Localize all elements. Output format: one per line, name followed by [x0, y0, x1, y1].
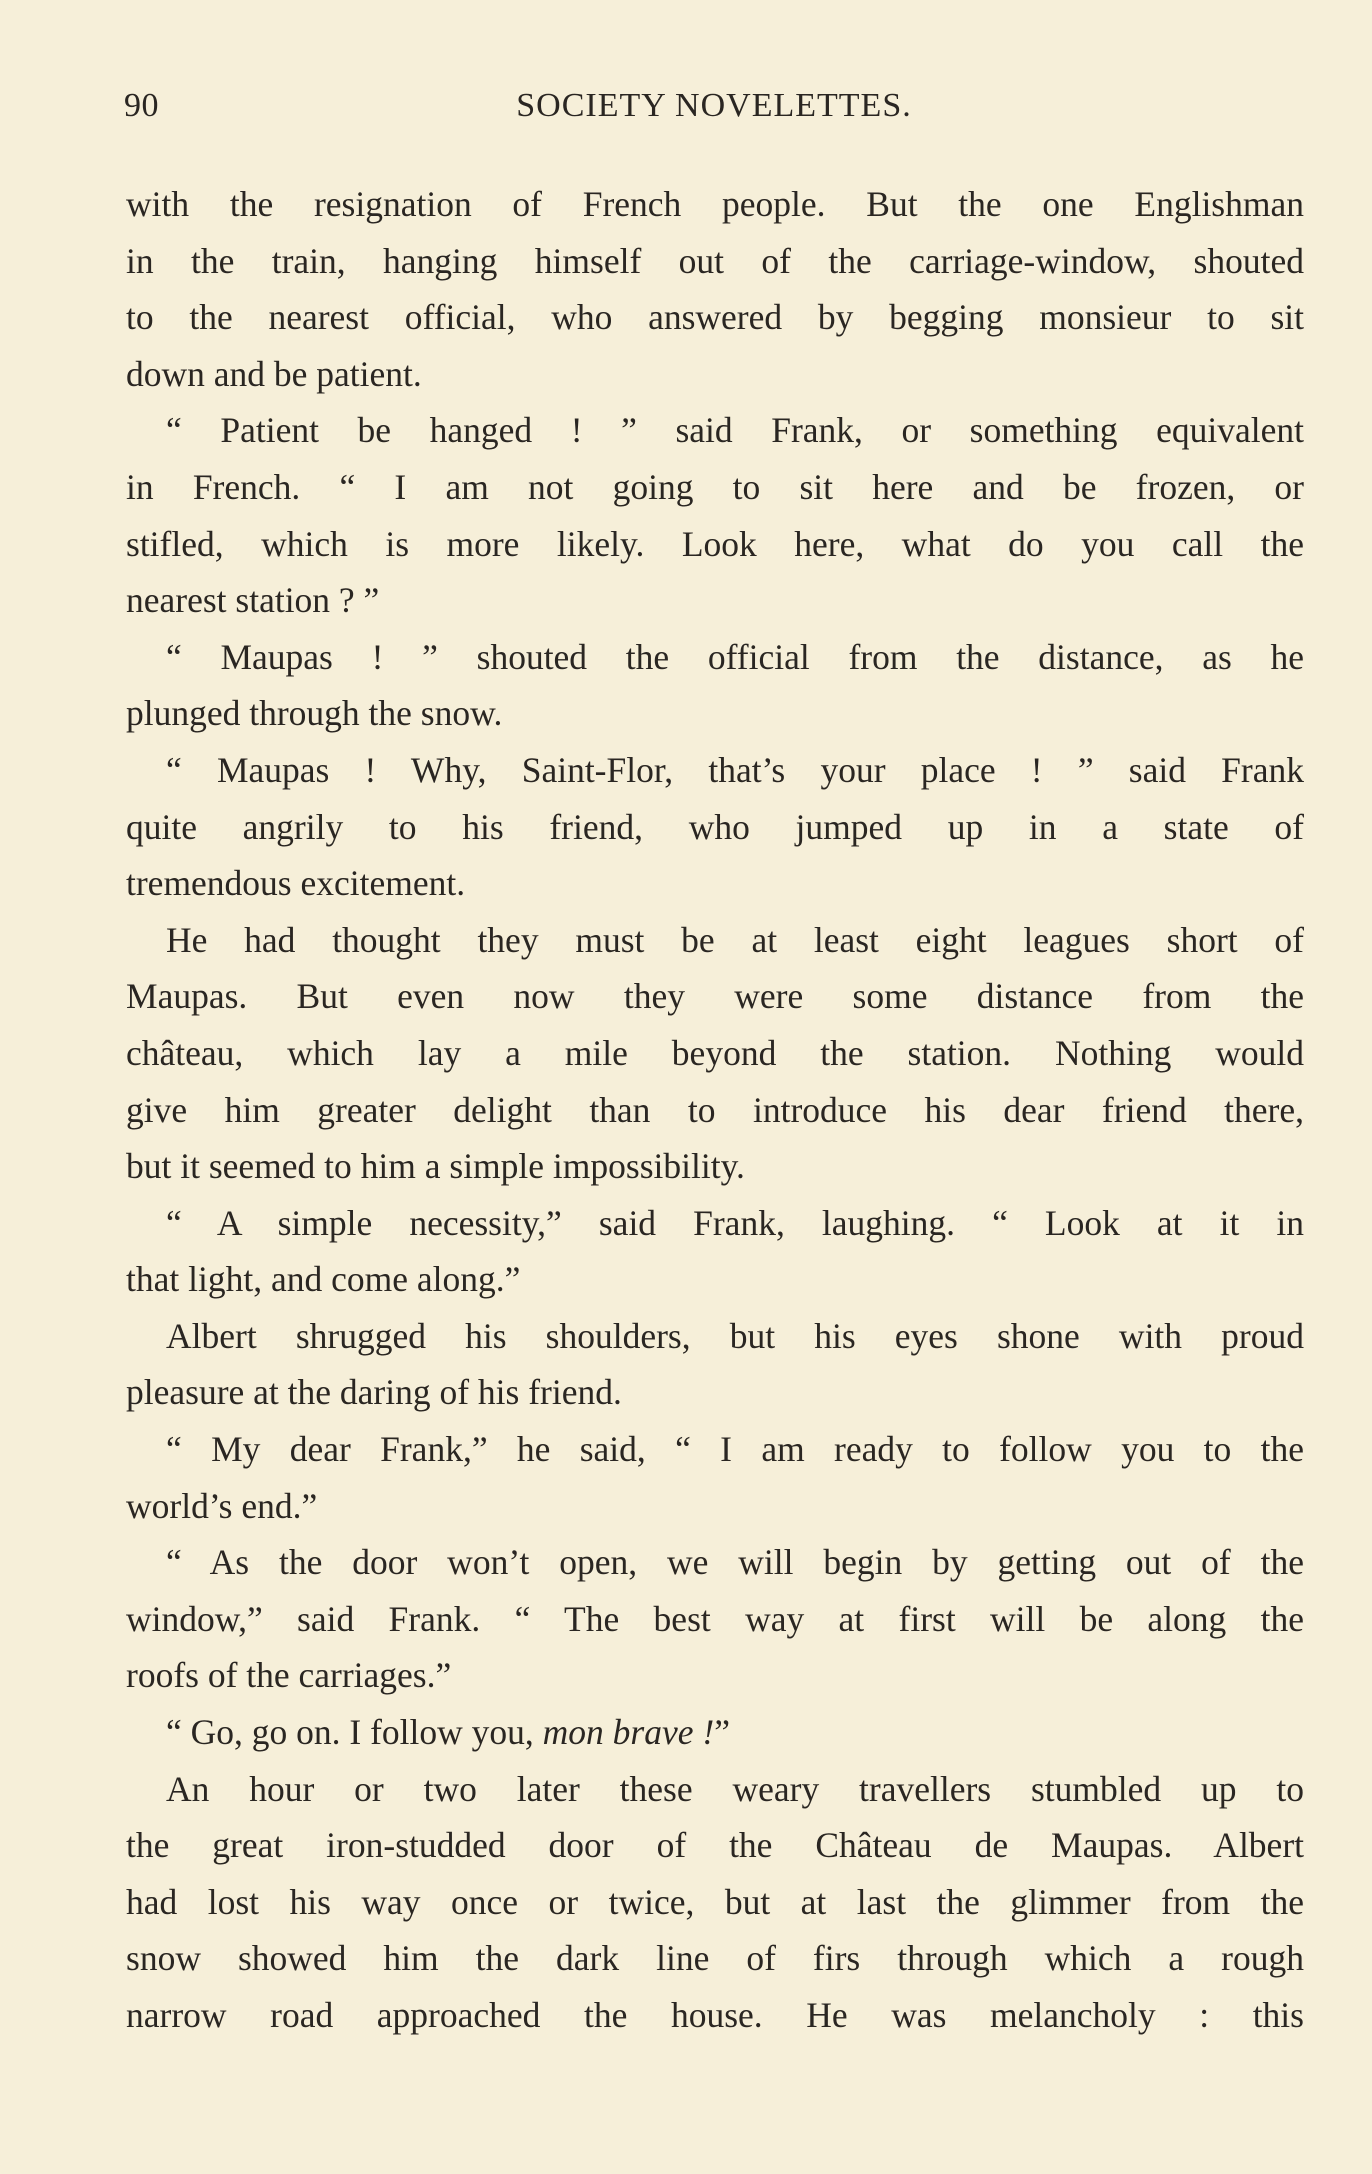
book-title: SOCIETY NOVELETTES.: [516, 87, 912, 124]
body-text: [126, 176, 1304, 2044]
text-line: [126, 1704, 1304, 1761]
text-line: in the train, hanging himself out of the carriage-window, shouted: [126, 240, 1304, 281]
text-line: with the resignation of French people. But the one Englishman: [126, 184, 1304, 224]
text-line: in French. “ I am not going to sit here and be frozen, or: [126, 466, 1304, 507]
text-line: snow showed him the dark line of firs through which a rough: [126, 1938, 1304, 1979]
text-line: but it seemed to him a simple impossibility.: [126, 1146, 745, 1187]
text-line: narrow road approached the house. He was melancholy : this: [126, 1995, 1304, 2035]
text-segment: ”: [714, 1712, 730, 1753]
text-line: pleasure at the daring of his friend.: [126, 1372, 622, 1413]
text-segment: “ Go, go on. I follow you,: [166, 1712, 543, 1753]
text-line: Albert shrugged his shoulders, but his eyes shone with proud: [166, 1315, 1304, 1356]
text-line: give him greater delight than to introduce his dear friend there,: [126, 1089, 1304, 1130]
text-line: tremendous excitement.: [126, 863, 466, 904]
text-line: to the nearest official, who answered by begging monsieur to sit: [126, 297, 1304, 338]
text-line: “ A simple necessity,” said Frank, laughing. “ Look at it in: [166, 1202, 1304, 1243]
text-line: “ Maupas ! Why, Saint-Flor, that’s your place ! ” said Frank: [166, 749, 1304, 790]
text-line: roofs of the carriages.”: [126, 1655, 452, 1696]
text-line: world’s end.”: [126, 1485, 318, 1526]
text-line: down and be patient.: [126, 353, 422, 394]
text-line: “ Maupas ! ” shouted the official from the distance, as he: [166, 636, 1304, 677]
text-line: “ Patient be hanged ! ” said Frank, or something equivalent: [166, 410, 1304, 451]
text-line: stifled, which is more likely. Look here, what do you call the: [126, 523, 1304, 564]
text-line: He had thought they must be at least eight leagues short of: [166, 919, 1304, 960]
italic-phrase: mon brave !: [542, 1712, 715, 1753]
text-line: quite angrily to his friend, who jumped up in a state of: [126, 806, 1304, 847]
text-line: An hour or two later these weary travellers stumbled up to: [166, 1768, 1304, 1809]
page-number: 90: [124, 87, 159, 124]
text-line: château, which lay a mile beyond the station. Nothing would: [126, 1032, 1304, 1073]
text-line: had lost his way once or twice, but at last the glimmer from the: [126, 1881, 1304, 1922]
text-line: Maupas. But even now they were some distance from the: [126, 976, 1304, 1017]
text-line: window,” said Frank. “ The best way at first will be along the: [126, 1598, 1304, 1639]
text-line: “ As the door won’t open, we will begin by getting out of the: [166, 1542, 1304, 1583]
text-line: the great iron-studded door of the Château de Maupas. Albert: [126, 1825, 1304, 1866]
text-line: that light, and come along.”: [126, 1259, 521, 1300]
text-line: plunged through the snow.: [126, 693, 503, 734]
text-line: nearest station ? ”: [126, 580, 380, 621]
running-head: [124, 86, 1304, 126]
text-line: “ My dear Frank,” he said, “ I am ready to follow you to the: [166, 1429, 1304, 1470]
